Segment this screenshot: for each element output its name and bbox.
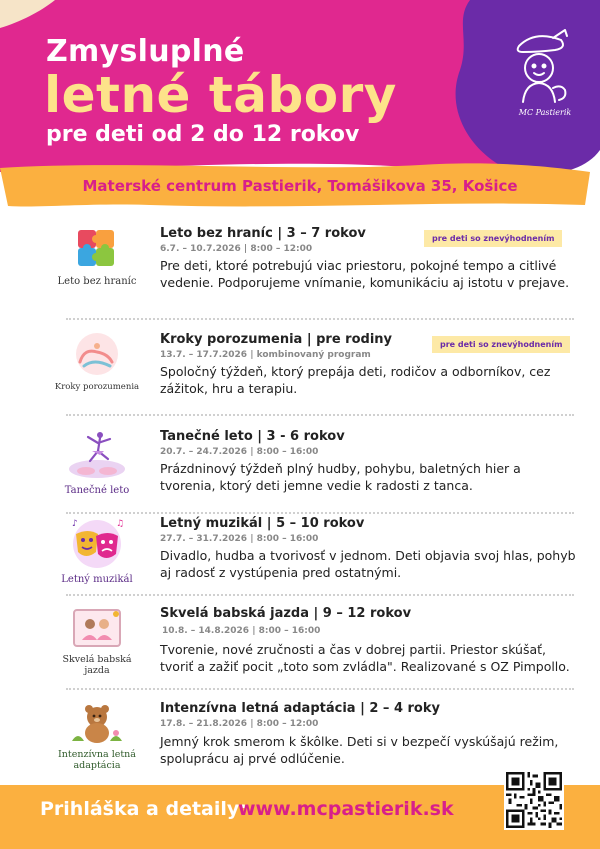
program-description: Divadlo, hudba a tvorivosť v jednom. Deti objavia svoj hlas, pohyb aj radosť z vystúpenia pred ostatnými. bbox=[160, 548, 576, 580]
program-icon-caption: Intenzívna letná adaptácia bbox=[58, 749, 136, 771]
program-dates: 20.7. – 24.7.2026 | 8:00 – 16:00 bbox=[160, 447, 319, 457]
program-icon-caption: Letný muzikál bbox=[61, 574, 133, 585]
program-description: Pre deti, ktoré potrebujú viac priestoru, pokojné tempo a citlivé vedenie. Podporujeme vnímanie, komunikáciu aj istotu v prejave. bbox=[160, 258, 570, 290]
photo-frame-icon bbox=[64, 606, 130, 654]
teddy-bear-icon bbox=[64, 701, 130, 749]
subtitle: pre deti od 2 do 12 rokov bbox=[46, 122, 360, 147]
divider bbox=[66, 414, 574, 416]
program-icon bbox=[52, 226, 142, 306]
divider bbox=[66, 594, 574, 596]
svg-text:♫: ♫ bbox=[116, 519, 125, 529]
program-icon bbox=[52, 701, 142, 781]
svg-text:♪: ♪ bbox=[72, 519, 78, 529]
theater-masks-icon bbox=[64, 516, 130, 570]
address: Materské centrum Pastierik, Tomášikova 35, Košice bbox=[82, 177, 518, 195]
program-title: Kroky porozumenia | pre rodiny bbox=[160, 332, 393, 347]
program-icon bbox=[52, 429, 142, 509]
program-title: Letný muzikál | 5 – 10 rokov bbox=[160, 516, 365, 531]
program-title: Leto bez hraníc | 3 – 7 rokov bbox=[160, 226, 366, 241]
program-title: Intenzívna letná adaptácia | 2 – 4 roky bbox=[160, 701, 440, 716]
program-description: Jemný krok smerom k škôlke. Deti si v bezpečí vyskúšajú režim, spoluprácu aj prvé odlúčenie. bbox=[160, 734, 559, 766]
divider bbox=[66, 512, 574, 514]
puzzle-icon bbox=[64, 226, 130, 274]
ballet-dancer-icon bbox=[64, 429, 130, 481]
program-description: Spoločný týždeň, ktorý prepája deti, rodičov a odborníkov, cez zážitok, hru a terapiu. bbox=[160, 364, 551, 396]
header-banner bbox=[0, 0, 600, 215]
program-description: Prázdninový týždeň plný hudby, pohybu, baletných hier a tvorenia, ktorý deti jemne vedie k radosti z tanca. bbox=[160, 461, 521, 493]
hands-icon bbox=[64, 332, 130, 380]
website-link[interactable]: www.mcpastierik.sk bbox=[238, 798, 454, 820]
qr-code-icon[interactable] bbox=[504, 770, 564, 830]
divider bbox=[66, 688, 574, 690]
program-icon-caption: Tanečné leto bbox=[64, 485, 130, 496]
program-dates: 17.8. – 21.8.2026 | 8:00 – 12:00 bbox=[160, 719, 319, 729]
disability-tag: pre deti so znevýhodnením bbox=[432, 336, 570, 353]
program-dates: 10.8. – 14.8.2026 | 8:00 – 16:00 bbox=[162, 626, 321, 636]
footer-label: Prihláška a detaily: bbox=[40, 798, 247, 820]
disability-tag: pre deti so znevýhodnením bbox=[424, 230, 562, 247]
program-dates: 6.7. – 10.7.2026 | 8:00 – 12:00 bbox=[160, 244, 313, 254]
program-title: Tanečné leto | 3 - 6 rokov bbox=[160, 429, 345, 444]
program-title: Skvelá babská jazda | 9 – 12 rokov bbox=[160, 606, 412, 621]
program-description: Tvorenie, nové zručnosti a čas v dobrej partii. Priestor skúšať, tvoriť a zažiť pocit „toto som zvládla". Realizované s OZ Pimpollo. bbox=[160, 642, 570, 674]
divider bbox=[66, 318, 574, 320]
program-icon-caption: Leto bez hraníc bbox=[57, 276, 137, 287]
logo-caption: MC Pastierik bbox=[518, 108, 572, 117]
program-icon bbox=[52, 606, 142, 686]
title-line-2: letné tábory bbox=[44, 66, 397, 124]
program-dates: 27.7. – 31.7.2026 | 8:00 – 16:00 bbox=[160, 534, 319, 544]
title-line-1: Zmysluplné bbox=[46, 34, 245, 69]
program-icon-caption: Kroky porozumenia bbox=[54, 382, 140, 392]
program-icon bbox=[52, 332, 142, 412]
program-icon-caption: Skvelá babská jazda bbox=[62, 654, 132, 676]
program-icon bbox=[52, 516, 142, 596]
program-dates: 13.7. – 17.7.2026 | kombinovaný program bbox=[160, 350, 371, 360]
